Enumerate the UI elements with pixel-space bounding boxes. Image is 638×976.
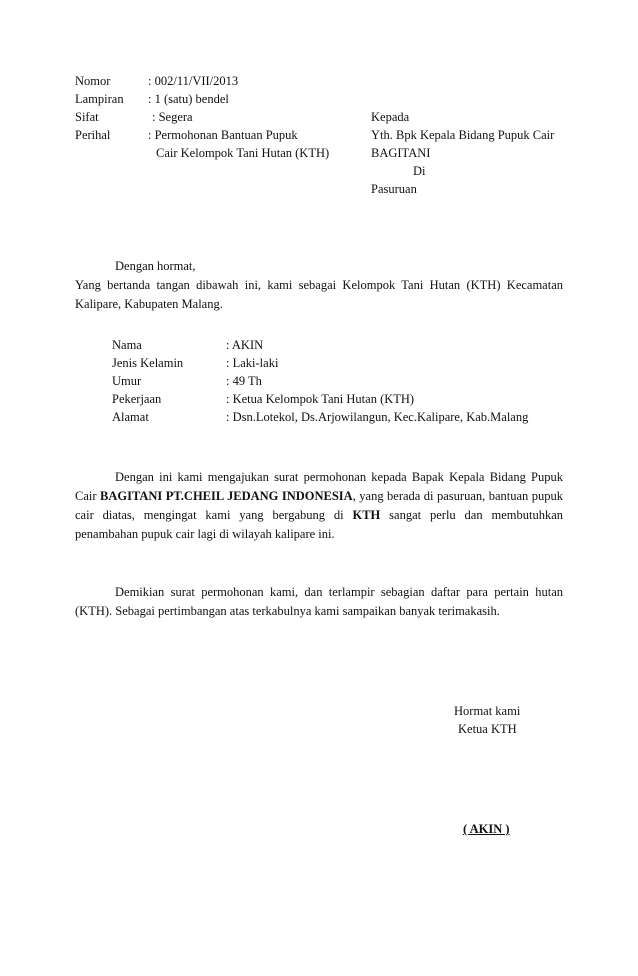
recipient-city: Pasuruan xyxy=(371,182,417,196)
lampiran-value: : 1 (satu) bendel xyxy=(148,92,229,106)
identity-value-alamat: : Dsn.Lotekol, Ds.Arjowilangun, Kec.Kalipare, Kab.Malang xyxy=(226,410,529,424)
identity-value-pekerjaan: : Ketua Kelompok Tani Hutan (KTH) xyxy=(226,392,415,406)
company-name: BAGITANI PT.CHEIL JEDANG INDONESIA xyxy=(100,489,353,503)
perihal-value: : Permohonan Bantuan Pupuk xyxy=(148,128,298,142)
identity-label-umur: Umur xyxy=(112,374,142,388)
identity-label-alamat: Alamat xyxy=(112,410,149,424)
lampiran-label: Lampiran xyxy=(75,92,124,106)
nomor-value: : 002/11/VII/2013 xyxy=(148,74,239,88)
greeting: Dengan hormat, xyxy=(115,259,196,273)
closing-paragraph: Demikian surat permohonan kami, dan terlampir sebagian daftar para pertain hutan (KTH). Sebagai pertimbangan atas terkabulnya kami sampaikan banyak terimakasih. xyxy=(75,585,563,618)
identity-label-nama: Nama xyxy=(112,338,142,352)
kth-emphasis: KTH xyxy=(352,508,381,522)
nomor-label: Nomor xyxy=(75,74,111,88)
identity-value-umur: : 49 Th xyxy=(226,374,262,388)
identity-value-jenis-kelamin: : Laki-laki xyxy=(226,356,279,370)
recipient-company: BAGITANI xyxy=(371,146,431,160)
perihal-continuation: Cair Kelompok Tani Hutan (KTH) xyxy=(156,146,330,160)
identity-label-pekerjaan: Pekerjaan xyxy=(112,392,162,406)
request-text-1: Dengan ini kami mengajukan surat permohonan kepada Bapak Kepala Bidang Pupuk Cair xyxy=(75,470,563,503)
sifat-label: Sifat xyxy=(75,110,99,124)
closing-salutation: Hormat kami xyxy=(454,704,521,718)
closing-position: Ketua KTH xyxy=(458,722,517,736)
perihal-label: Perihal xyxy=(75,128,111,142)
recipient-di: Di xyxy=(413,164,426,178)
intro-paragraph: Yang bertanda tangan dibawah ini, kami sebagai Kelompok Tani Hutan (KTH) Kecamatan Kalipare, Kabupaten Malang. xyxy=(75,278,563,311)
identity-label-jenis-kelamin: Jenis Kelamin xyxy=(112,356,184,370)
sifat-value: : Segera xyxy=(152,110,193,124)
recipient-title: Yth. Bpk Kepala Bidang Pupuk Cair xyxy=(371,128,555,142)
identity-value-nama: : AKIN xyxy=(226,338,264,352)
request-text-3: sangat perlu dan membutuhkan penambahan pupuk cair lagi di wilayah kalipare ini. xyxy=(75,508,563,541)
request-paragraph xyxy=(75,468,563,544)
request-text-2: , yang berada di pasuruan, bantuan pupuk cair diatas, mengingat kami yang bergabung di xyxy=(75,489,563,522)
recipient-kepada: Kepada xyxy=(371,110,410,124)
signer-name: ( AKIN ) xyxy=(463,822,510,836)
